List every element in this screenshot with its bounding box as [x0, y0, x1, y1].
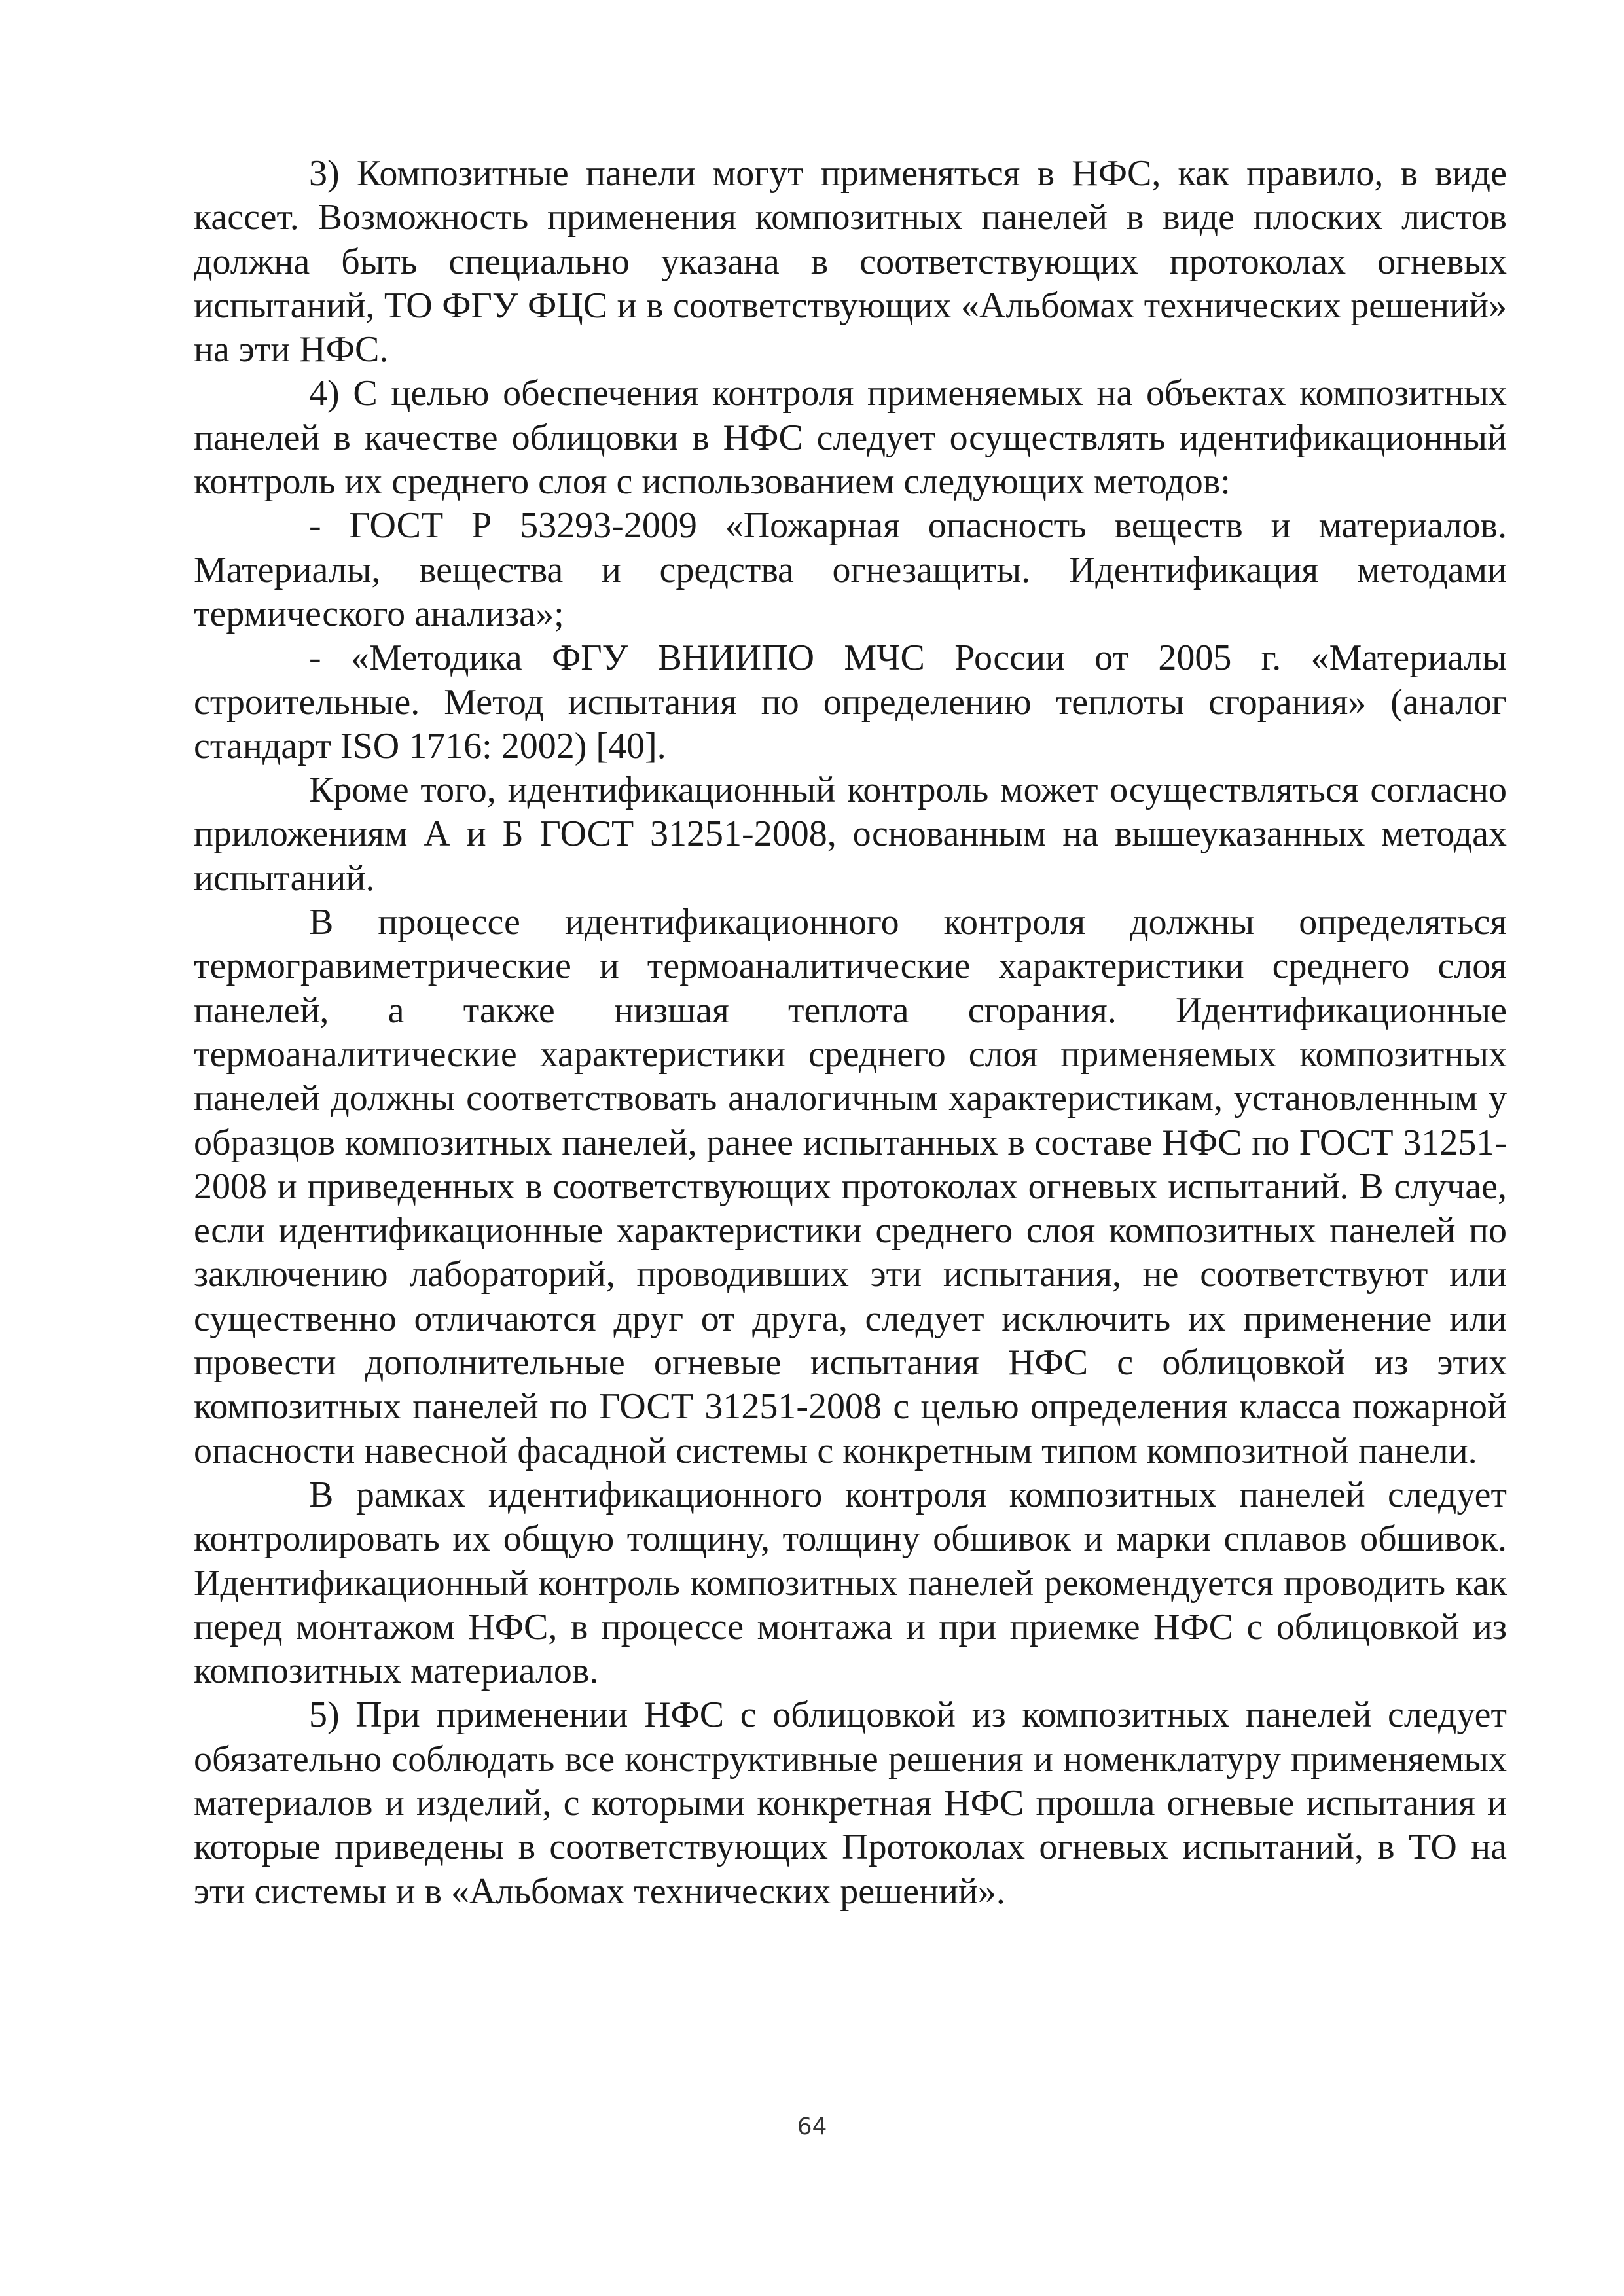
list-item-vniipo-method: - «Методика ФГУ ВНИИПО МЧС России от 2005 г. «Материалы строительные. Метод испытания по определению теплоты сгорания» (аналог стандарт ISO 1716: 2002) [40].: [194, 637, 1507, 766]
paragraph-item-3-cassettes: 3) Композитные панели могут применяться в НФС, как правило, в виде кассет. Возможность применения композитных панелей в виде плоских листов должна быть специально указана в соответствующих протоколах огневых испытаний, ТО ФГУ ФЦС и в соответствующих «Альбомах технических решений» на эти НФС.: [194, 153, 1507, 370]
list-item-gost-r-53293: - ГОСТ Р 53293-2009 «Пожарная опасность веществ и материалов. Материалы, вещества и средства огнезащиты. Идентификация методами термического анализа»;: [194, 505, 1507, 634]
paragraph-thickness-control: В рамках идентификационного контроля композитных панелей следует контролировать их общую толщину, толщину обшивок и марки сплавов обшивок. Идентификационный контроль композитных панелей рекомендуется проводить как перед монтажом НФС, в процессе монтажа и при приемке НФС с облицовкой из композитных материалов.: [194, 1474, 1507, 1692]
page-body: [194, 152, 1507, 1914]
page-number: 64: [797, 2113, 827, 2140]
paragraph-gost-31251-annexes: Кроме того, идентификационный контроль может осуществляться согласно приложениям А и Б ГОСТ 31251-2008, основанным на вышеуказанных методах испытаний.: [194, 770, 1507, 899]
paragraph-item-4-identification-control: 4) С целью обеспечения контроля применяемых на объектах композитных панелей в качестве облицовки в НФС следует осуществлять идентификационный контроль их среднего слоя с использованием следующих методов:: [194, 373, 1507, 503]
paragraph-identification-process: В процессе идентификационного контроля должны определяться термогравиметрические и термоаналитические характеристики среднего слоя панелей, а также низшая теплота сгорания. Идентификационные термоаналитические характеристики среднего слоя применяемых композитных панелей должны соответствовать аналогичным характеристикам, установленным у образцов композитных панелей, ранее испытанных в составе НФС по ГОСТ 31251-2008 и приведенных в соответствующих протоколах огневых испытаний. В случае, если идентификационные характеристики среднего слоя композитных панелей по заключению лабораторий, проводивших эти испытания, не соответствуют или существенно отличаются друг от друга, следует исключить их применение или провести дополнительные огневые испытания НФС с облицовкой из этих композитных панелей по ГОСТ 31251-2008 с целью определения класса пожарной опасности навесной фасадной системы с конкретным типом композитной панели.: [194, 902, 1507, 1471]
paragraph-item-5-design-compliance: 5) При применении НФС с облицовкой из композитных панелей следует обязательно соблюдать все конструктивные решения и номенклатуру применяемых материалов и изделий, с которыми конкретная НФС прошла огневые испытания и которые приведены в соответствующих Протоколах огневых испытаний, в ТО на эти системы и в «Альбомах технических решений».: [194, 1695, 1507, 1912]
